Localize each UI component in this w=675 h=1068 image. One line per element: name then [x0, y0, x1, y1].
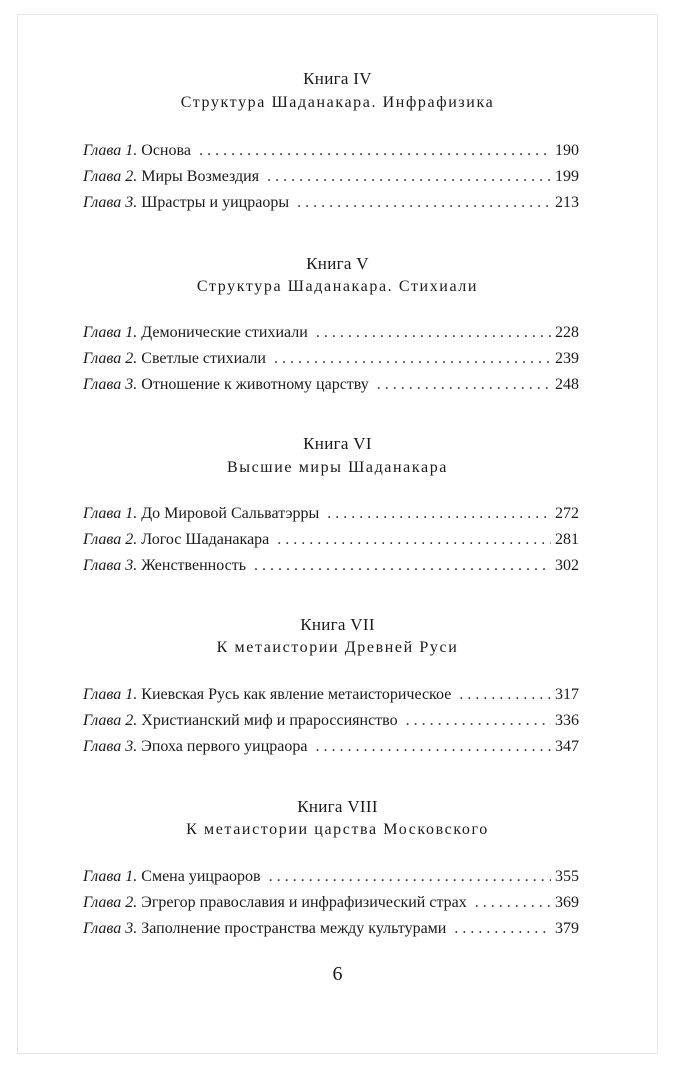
chapter-title: Христианский миф и прароссиянство [141, 712, 398, 729]
chapter-label: Глава 1. [83, 324, 138, 341]
page-number: 317 [555, 686, 579, 703]
page-number: 347 [555, 738, 579, 755]
book-subtitle: К метаистории Древней Руси [216, 639, 459, 656]
dot-leader [199, 142, 551, 160]
chapter-title: Основа [141, 142, 191, 159]
dot-leader [459, 686, 551, 704]
dot-leader [277, 531, 551, 549]
chapter-title: Логос Шаданакара [141, 531, 270, 548]
page-number: 213 [555, 194, 579, 211]
dot-leader [316, 324, 551, 342]
dot-leader [254, 557, 551, 575]
toc-entry[interactable] [83, 194, 579, 216]
chapter-label: Глава 1. [83, 686, 138, 703]
dot-leader [454, 920, 551, 938]
chapter-title: Эпоха первого уицраора [141, 738, 308, 755]
book-title: Книга VI [303, 434, 372, 453]
chapter-label: Глава 3. [83, 738, 138, 755]
dot-leader [274, 350, 551, 368]
dot-leader [475, 894, 551, 912]
book-title: Книга VIII [297, 797, 378, 816]
chapter-label: Глава 3. [83, 194, 138, 211]
page-number: 336 [555, 712, 579, 729]
chapter-label: Глава 3. [83, 557, 138, 574]
toc-entry[interactable] [83, 324, 579, 346]
chapter-label: Глава 1. [83, 868, 138, 885]
dot-leader [297, 194, 551, 212]
page-number: 355 [555, 868, 579, 885]
toc-entry[interactable] [83, 686, 579, 708]
toc-entry[interactable] [83, 738, 579, 760]
toc-entry[interactable] [83, 557, 579, 579]
chapter-label: Глава 2. [83, 168, 138, 185]
toc-entry[interactable] [83, 376, 579, 398]
toc-entry[interactable] [83, 168, 579, 190]
toc-entry[interactable] [83, 920, 579, 942]
chapter-title: Миры Возмездия [141, 168, 260, 185]
chapter-title: Отношение к животному царству [141, 376, 369, 393]
chapter-label: Глава 2. [83, 531, 138, 548]
book-title: Книга VII [300, 615, 375, 634]
dot-leader [377, 376, 551, 394]
page-folio: 6 [332, 963, 343, 985]
book-subtitle: Структура Шаданакара. Инфрафизика [180, 94, 495, 111]
dot-leader [406, 712, 551, 730]
page-number: 302 [555, 557, 579, 574]
book-subtitle: Высшие миры Шаданакара [226, 459, 449, 476]
chapter-label: Глава 2. [83, 894, 138, 911]
chapter-title: Светлые стихиали [141, 350, 266, 367]
page-number: 281 [555, 531, 579, 548]
toc-entry[interactable] [83, 350, 579, 372]
chapter-title: Эгрегор православия и инфрафизический страх [141, 894, 467, 911]
page-number: 190 [555, 142, 579, 159]
page-number: 272 [555, 505, 579, 522]
book-subtitle: К метаистории царства Московского [186, 821, 489, 838]
page-number: 228 [555, 324, 579, 341]
page-number: 239 [555, 350, 579, 367]
chapter-label: Глава 2. [83, 712, 138, 729]
toc-entry[interactable] [83, 712, 579, 734]
page-number: 199 [555, 168, 579, 185]
chapter-label: Глава 1. [83, 142, 138, 159]
toc-entry[interactable] [83, 531, 579, 553]
toc-entry[interactable] [83, 142, 579, 164]
dot-leader [327, 505, 551, 523]
chapter-label: Глава 1. [83, 505, 138, 522]
book-title: Книга V [306, 254, 369, 273]
page-number: 379 [555, 920, 579, 937]
chapter-title: Демонические стихиали [141, 324, 308, 341]
page-number: 248 [555, 376, 579, 393]
chapter-title: До Мировой Сальватэрры [141, 505, 320, 522]
page-number: 369 [555, 894, 579, 911]
chapter-label: Глава 3. [83, 920, 138, 937]
toc-entry[interactable] [83, 868, 579, 890]
chapter-title: Заполнение пространства между культурами [141, 920, 447, 937]
chapter-title: Смена уицраоров [141, 868, 261, 885]
dot-leader [269, 868, 551, 886]
toc-entry[interactable] [83, 505, 579, 527]
chapter-title: Киевская Русь как явление метаисторическое [141, 686, 452, 703]
book-title: Книга IV [303, 69, 372, 88]
chapter-title: Женственность [141, 557, 247, 574]
toc-entry[interactable] [83, 894, 579, 916]
book-subtitle: Структура Шаданакара. Стихиали [196, 278, 479, 295]
chapter-label: Глава 2. [83, 350, 138, 367]
dot-leader [315, 738, 551, 756]
chapter-title: Шрастры и уицраоры [141, 194, 290, 211]
dot-leader [267, 168, 551, 186]
chapter-label: Глава 3. [83, 376, 138, 393]
